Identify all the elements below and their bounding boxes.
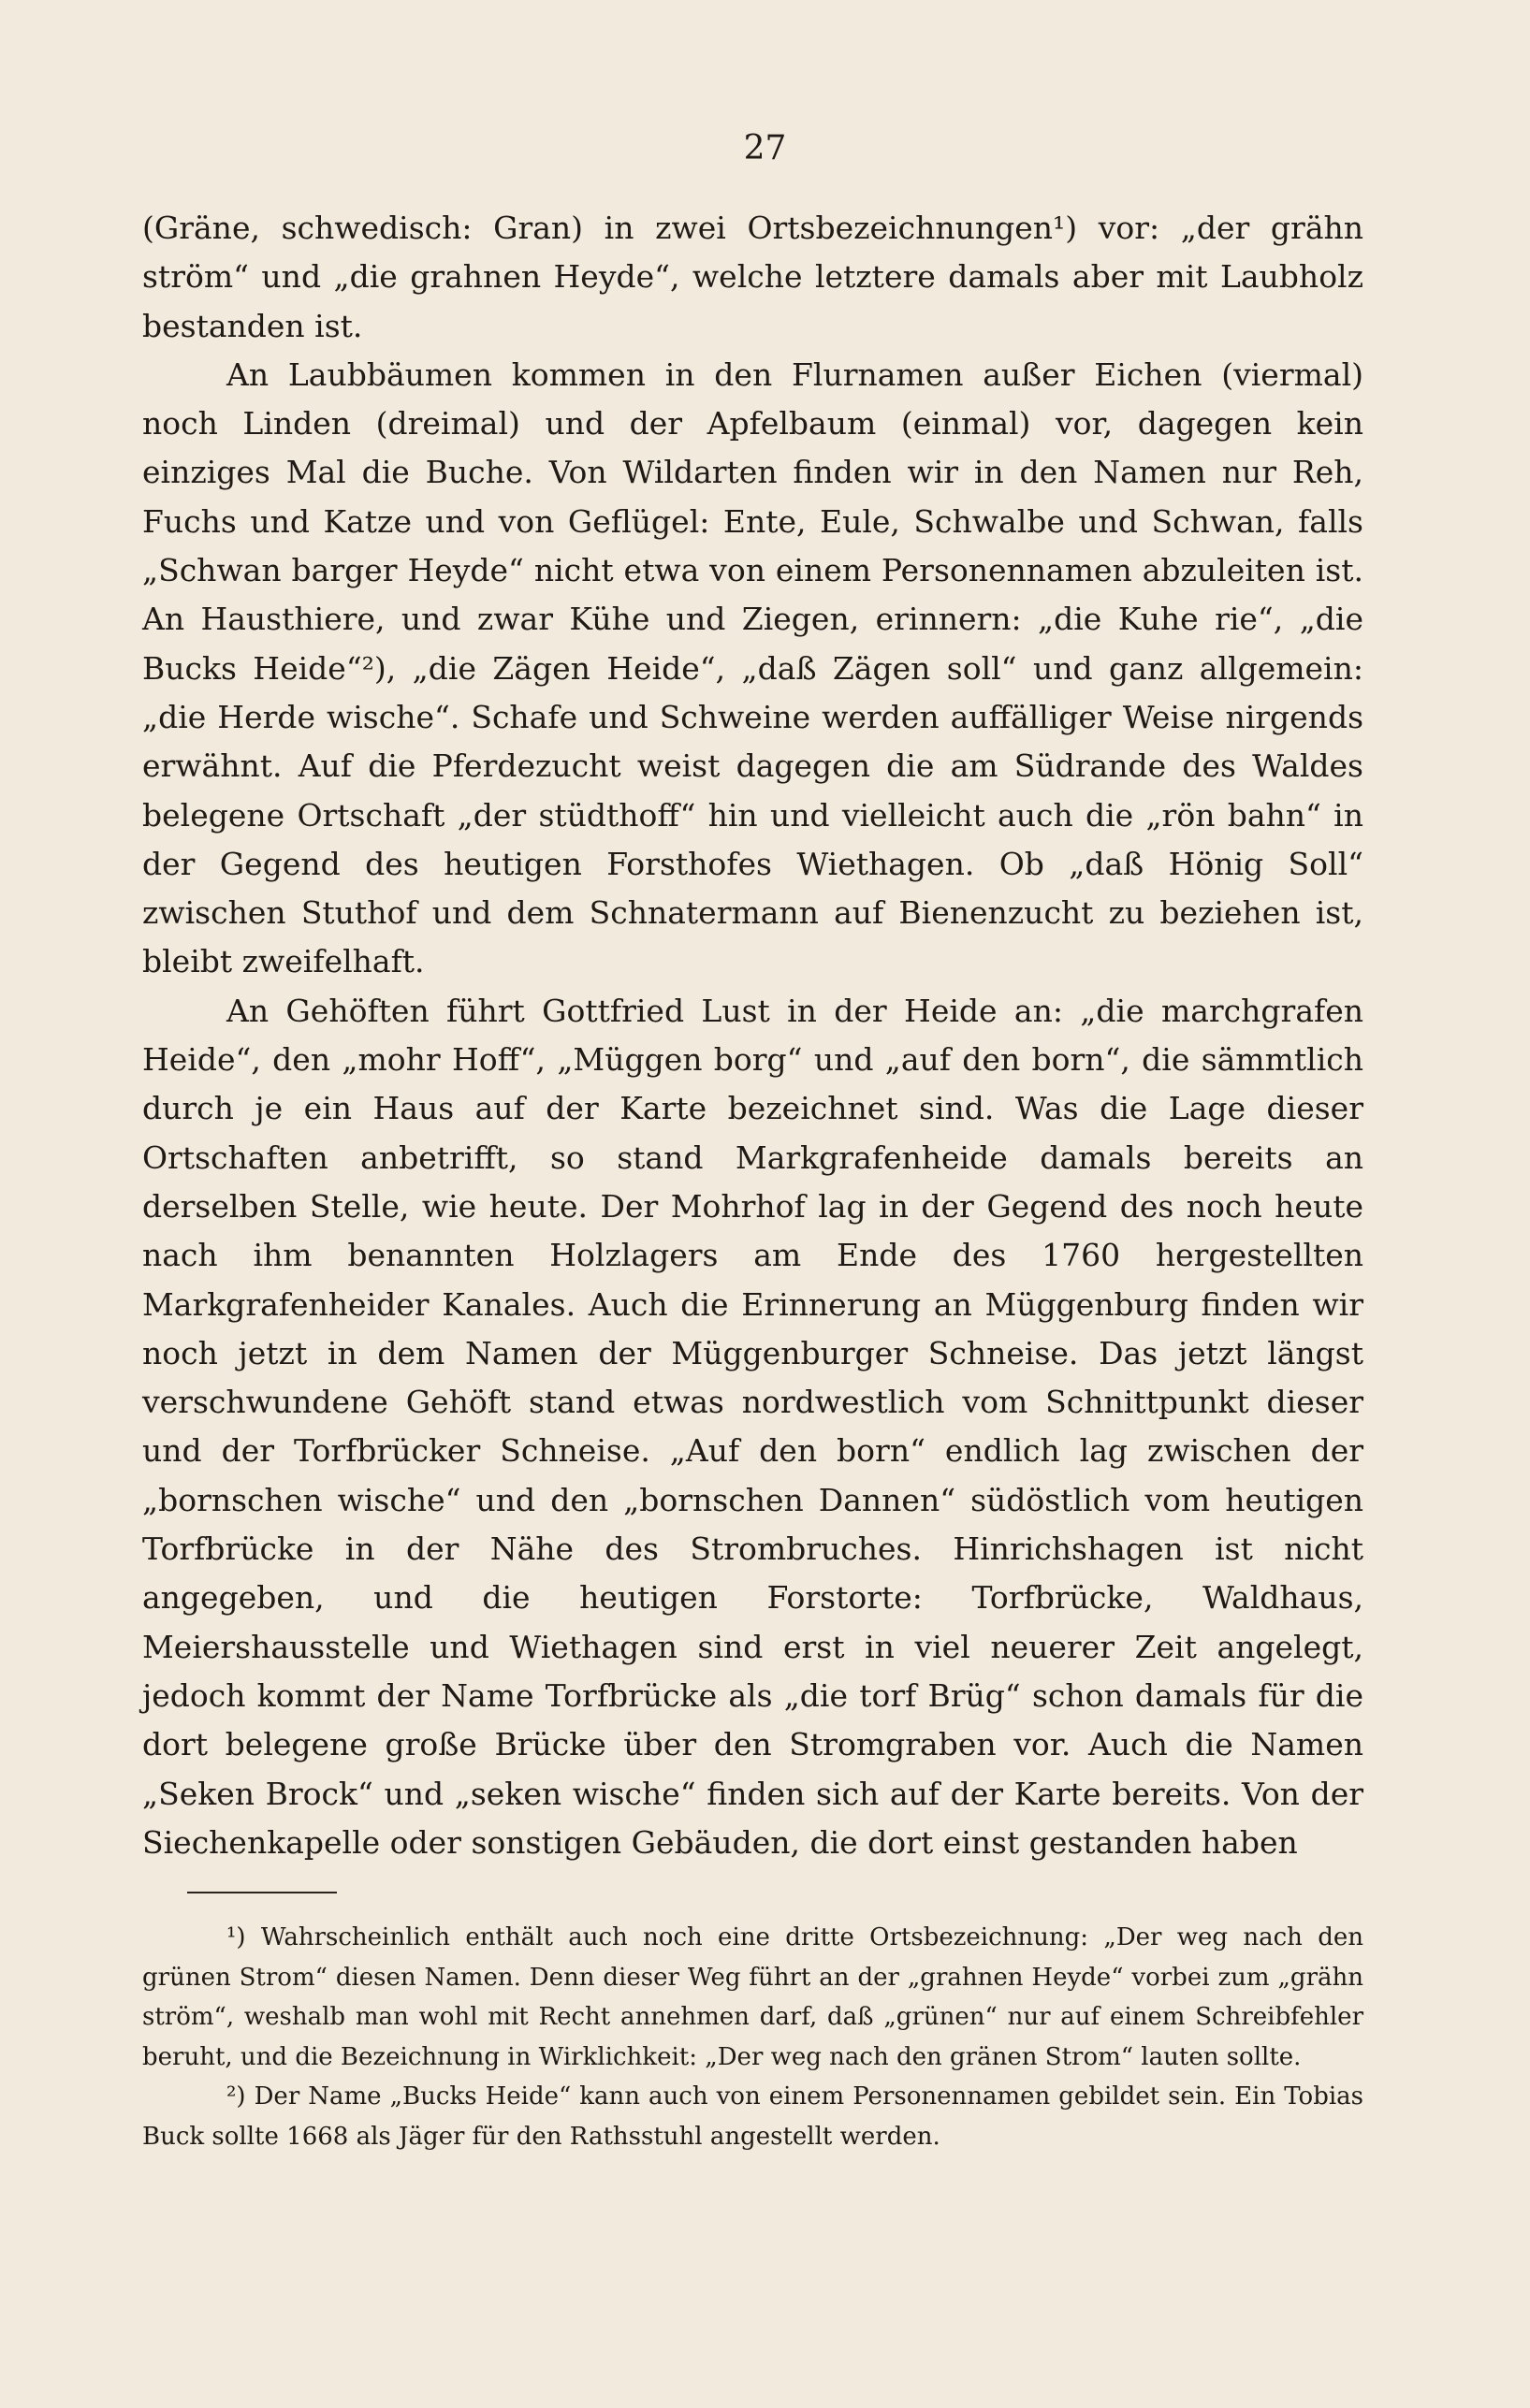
footnote: ¹) Wahrscheinlich enthält auch noch eine dritte Ortsbezeichnung: „Der weg nach den grünen Strom“ diesen Namen. Denn dieser Weg führt an der „grahnen Heyde“ vorbei zum „grähn ström“, weshalb man wohl mit Recht annehmen darf, daß „grünen“ nur auf einem Schreibfehler beruht, und die Bezeichnung in Wirklichkeit: „Der weg nach den gränen Strom“ lauten sollte. — [142, 1923, 1363, 2071]
paragraph: (Gräne, schwedisch: Gran) in zwei Ortsbezeichnungen¹) vor: „der grähn ström“ und „die grahnen Heyde“, welche letztere damals aber mit Laubholz bestanden ist. — [142, 210, 1363, 344]
body-text — [142, 204, 1363, 1867]
paragraph: An Gehöften führt Gottfried Lust in der Heide an: „die marchgrafen Heide“, den „mohr Hoff“, „Müggen borg“ und „auf den born“, die sämmtlich durch je ein Haus auf der Karte bezeichnet sind. Was die Lage dieser Ortschaften anbetrifft, so stand Markgrafenheide damals bereits an derselben Stelle, wie heute. Der Mohrhof lag in der Gegend des noch heute nach ihm benannten Holzlagers am Ende des 1760 hergestellten Markgrafenheider Kanales. Auch die Erinnerung an Müggenburg finden wir noch jetzt in dem Namen der Müggenburger Schneise. Das jetzt längst verschwundene Gehöft stand etwas nordwestlich vom Schnittpunkt dieser und der Torfbrücker Schneise. „Auf den born“ endlich lag zwischen der „bornschen wische“ und den „bornschen Dannen“ südöstlich vom heutigen Torfbrücke in der Nähe des Strombruches. Hinrichshagen ist nicht angegeben, und die heutigen Forstorte: Torfbrücke, Waldhaus, Meiershausstelle und Wiethagen sind erst in viel neuerer Zeit angelegt, jedoch kommt der Name Torfbrücke als „die torf Brüg“ schon damals für die dort belegene große Brücke über den Stromgraben vor. Auch die Namen „Seken Brock“ und „seken wische“ finden sich auf der Karte bereits. Von der Siechenkapelle oder sonstigen Gebäuden, die dort einst gestanden haben — [142, 992, 1363, 1861]
paragraph: An Laubbäumen kommen in den Flurnamen außer Eichen (viermal) noch Linden (dreimal) und der Apfelbaum (einmal) vor, dagegen kein einziges Mal die Buche. Von Wildarten finden wir in den Namen nur Reh, Fuchs und Katze und von Geflügel: Ente, Eule, Schwalbe und Schwan, falls „Schwan barger Heyde“ nicht etwa von einem Personennamen abzuleiten ist. An Hausthiere, und zwar Kühe und Ziegen, erinnern: „die Kuhe rie“, „die Bucks Heide“²), „die Zägen Heide“, „daß Zägen soll“ und ganz allgemein: „die Herde wische“. Schafe und Schweine werden auffälliger Weise nirgends erwähnt. Auf die Pferdezucht weist dagegen die am Südrande des Waldes belegene Ortschaft „der stüdthoff“ hin und vielleicht auch die „rön bahn“ in der Gegend des heutigen Forsthofes Wiethagen. Ob „daß Hönig Soll“ zwischen Stuthof und dem Schnatermann auf Bienenzucht zu beziehen ist, bleibt zweifelhaft. — [142, 355, 1363, 980]
footnotes — [142, 1918, 1363, 2156]
page-number: 27 — [743, 129, 787, 167]
footnote: ²) Der Name „Bucks Heide“ kann auch von einem Personennamen gebildet sein. Ein Tobias Buck sollte 1668 als Jäger für den Rathsstuhl angestellt werden. — [142, 2082, 1363, 2151]
footnote-divider — [187, 1892, 337, 1893]
